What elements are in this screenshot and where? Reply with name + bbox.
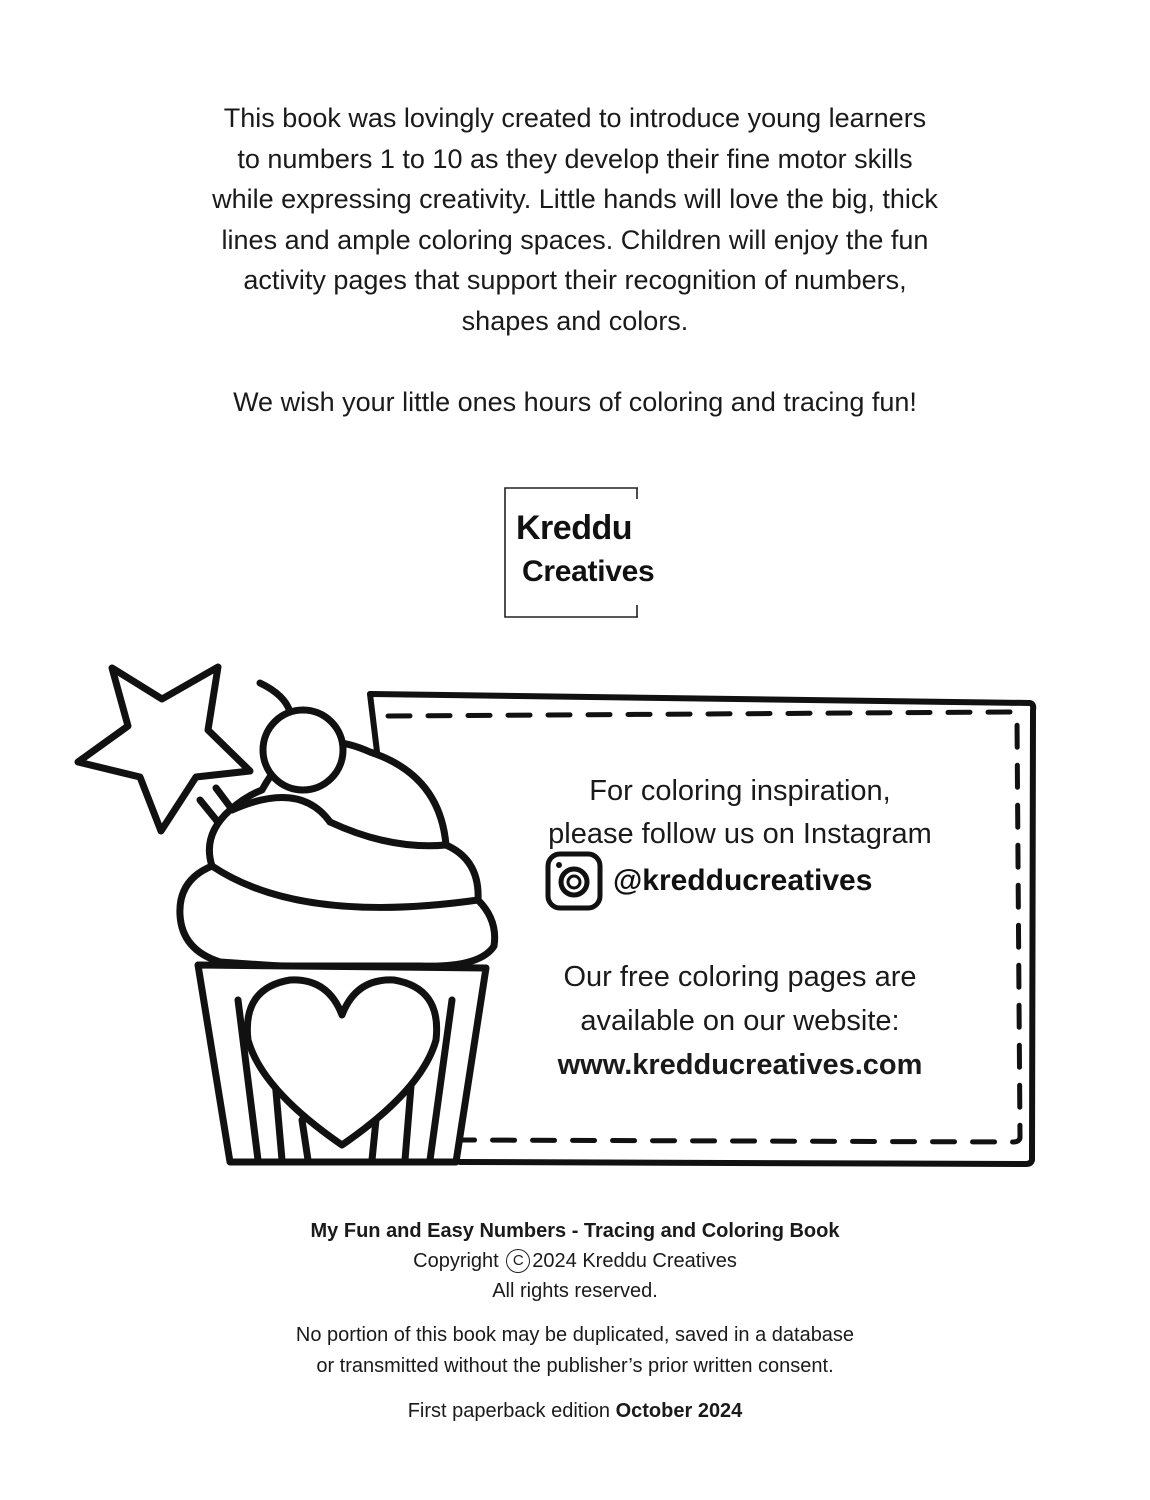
logo-line1: Kreddu (516, 509, 632, 547)
instagram-link[interactable] (545, 850, 872, 912)
intro-line: lines and ample coloring spaces. Children will enjoy the fun (221, 224, 929, 255)
website-text (470, 955, 1010, 1087)
site-line1: Our free coloring pages are (563, 961, 917, 993)
copyright-icon: C (506, 1249, 530, 1273)
cherry-stem (260, 683, 290, 712)
cherry (263, 710, 343, 790)
copyright-holder: 2024 Kreddu Creatives (532, 1250, 737, 1272)
intro-line: activity pages that support their recognition of numbers, (243, 265, 907, 296)
edition-prefix: First paperback edition (407, 1400, 611, 1422)
site-line2: available on our website: (580, 1005, 900, 1037)
book-title: My Fun and Easy Numbers - Tracing and Coloring Book (310, 1220, 840, 1242)
notice-text (0, 1320, 1150, 1382)
notice-line2: or transmitted without the publisher’s prior written consent. (316, 1355, 834, 1377)
copyright-prefix: Copyright (413, 1250, 499, 1272)
intro-line: shapes and colors. (461, 305, 689, 336)
logo-line2: Creatives (522, 555, 655, 588)
rights-line: All rights reserved. (492, 1280, 658, 1302)
star-icon (78, 667, 250, 831)
intro-line: to numbers 1 to 10 as they develop their fine motor skills (237, 143, 913, 174)
copyright-footer (0, 1216, 1150, 1426)
website-link[interactable]: www.kredducreatives.com (557, 1049, 923, 1081)
instagram-handle: @kredducreatives (613, 864, 873, 897)
copyright-line (0, 1246, 1150, 1276)
wish-line: We wish your little ones hours of coloring and tracing fun! (233, 386, 917, 417)
notice-line1: No portion of this book may be duplicated, saved in a database (295, 1324, 855, 1346)
inspiration-line2: please follow us on Instagram (548, 818, 932, 850)
inspiration-line1: For coloring inspiration, (589, 775, 891, 807)
edition-date: October 2024 (615, 1400, 743, 1422)
intro-line: This book was lovingly created to introduce young learners (223, 103, 927, 133)
inspiration-text (470, 770, 1010, 856)
edition-line (0, 1396, 1150, 1426)
instagram-icon (545, 851, 603, 911)
intro-line: while expressing creativity. Little hands will love the big, thick (212, 184, 938, 215)
